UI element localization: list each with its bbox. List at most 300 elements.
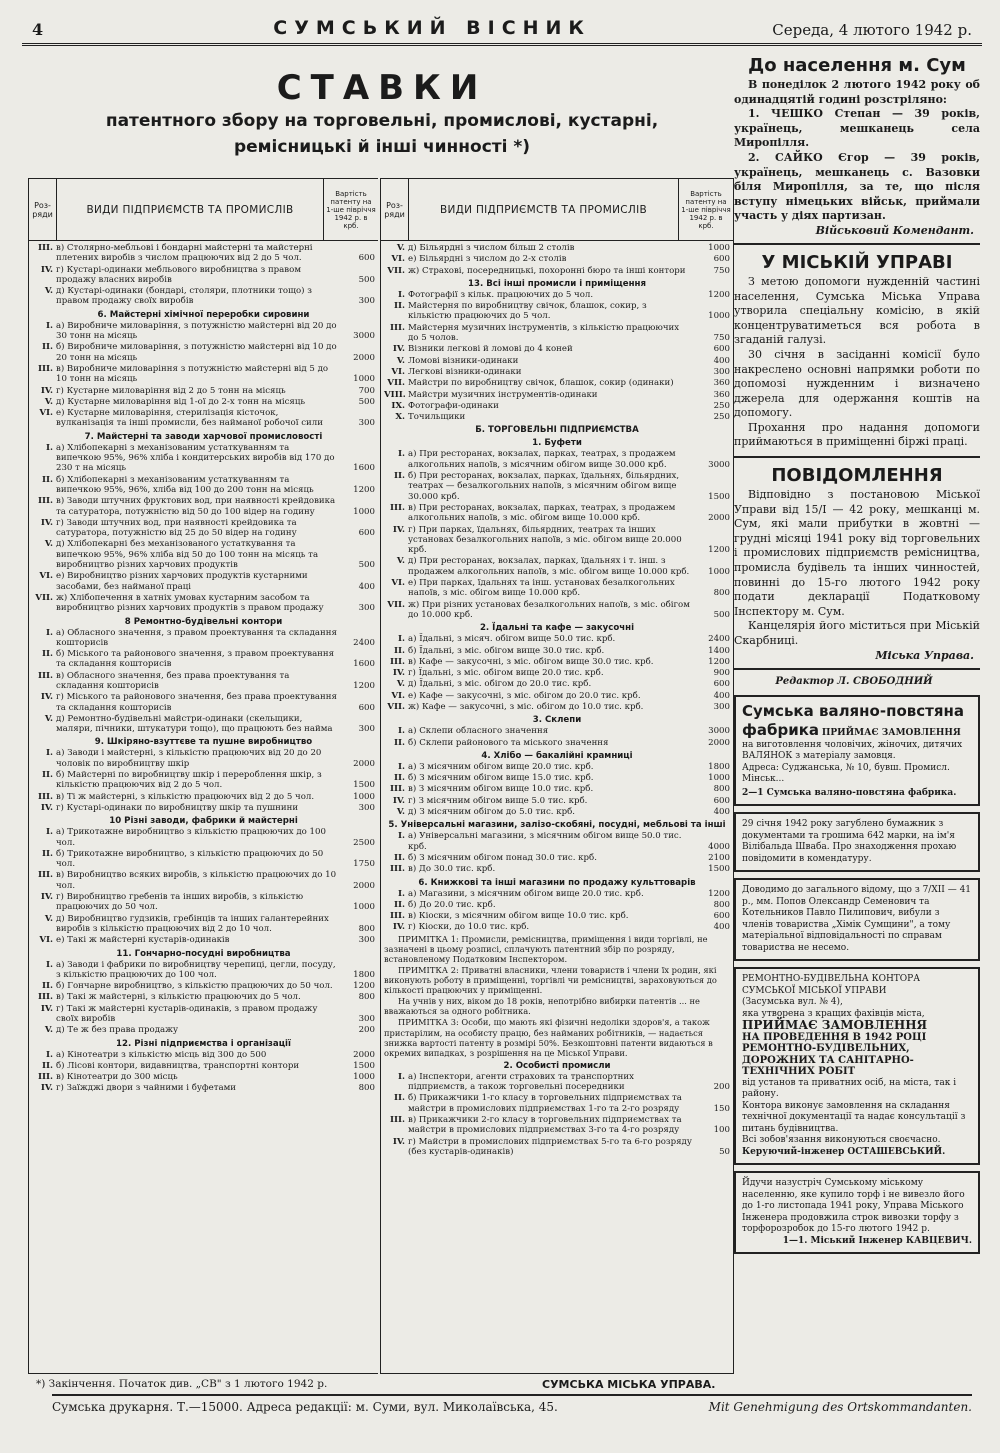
row-price: 300	[713, 701, 730, 712]
row-price: 400	[713, 355, 730, 366]
row-text: б) Прикажчики 1-го класу в торговельних підприємствах та майстри в промислових підприємствах 1-го та 2-го розряду	[408, 1093, 682, 1114]
advertisement-company-notice: Доводимо до загального відому, що з 7/XII — 41 р., мм. Попов Олександр Семенович та Котельников Павло Пилипович, вибули з членів товариства „Хімік Сумщини", а тому матеріальної відповідальності по справам товариства не несемо.	[734, 878, 980, 961]
table-row	[32, 770, 375, 791]
table-row	[384, 1115, 730, 1136]
section-heading: 6. Майстерні хімічної переробки сировини	[97, 309, 310, 320]
row-rank: V.	[396, 243, 405, 253]
section-heading: 3. Склепи	[532, 715, 582, 726]
row-rank: II.	[41, 848, 53, 859]
row-text: б) При ресторанах, вокзалах, парках, їдальнях, більярдних, театрах — безалкогольних напоїв, з місячним обігом вище 30.000 крб.	[408, 471, 680, 502]
row-price: 900	[713, 668, 730, 679]
row-price: 300	[358, 1014, 375, 1024]
table-row	[32, 827, 375, 848]
row-rank: I.	[397, 289, 405, 300]
newspaper-page	[22, 14, 982, 1439]
row-price: 400	[358, 581, 375, 592]
row-rank: VII.	[35, 592, 53, 603]
table-note: ПРИМІТКА 1: Промисли, ремісництва, приміщення і види торгівлі, не зазначені в цьому розписі, сплачують патентний збір по розряду, встановленому Податковим Інспектором.	[384, 933, 708, 964]
row-price: 1800	[708, 761, 730, 772]
table-row	[32, 892, 375, 913]
table-row	[384, 762, 730, 772]
notice-title: ПОВІДОМЛЕННЯ	[771, 465, 943, 487]
notice-title: У МІСЬКІЙ УПРАВІ	[761, 251, 953, 273]
row-rank: I.	[45, 320, 53, 331]
row-rank: IV.	[392, 922, 405, 933]
row-rank: II.	[393, 737, 405, 748]
table-row	[384, 646, 730, 656]
row-text: в) До 30.0 тис. крб.	[408, 864, 496, 875]
row-price: 1000	[353, 1072, 375, 1083]
ad-text: Йдучи назустріч Сумському міському населенню, яке купило торф і не вивезло його до 1-го листопада 1941 року, Управа Міського Інженера продовжила строк вивозки торфу з торфорозробок до 15-го лютого 1942 р.	[742, 1178, 965, 1235]
table-row	[384, 784, 730, 794]
row-text: д) З місячним обігом до 5.0 тис. крб.	[408, 807, 576, 818]
row-rank: I.	[397, 449, 405, 460]
table-row	[384, 471, 730, 502]
table-row	[384, 1137, 730, 1158]
row-rank: IV.	[392, 1136, 405, 1147]
row-text: г) Такі ж майстерні кустарів-одинаків, з правом продажу своїх виробів	[56, 1003, 318, 1024]
ad-head: РЕМОНТНО-БУДІВЕЛЬНА КОНТОРА	[742, 974, 921, 985]
row-rank: IV.	[392, 668, 405, 679]
row-rank: III.	[389, 784, 405, 795]
section-heading: 7. Майстерні та заводи харчової промисловості	[84, 431, 323, 442]
row-rank: I.	[45, 1049, 53, 1060]
row-price: 1000	[708, 566, 730, 577]
row-price: 300	[358, 418, 375, 429]
row-rank: V.	[396, 807, 405, 818]
section-heading: 9. Шкіряно-взуттєве та пушне виробництво	[94, 737, 313, 748]
row-price: 3000	[353, 331, 375, 342]
row-rank: II.	[393, 645, 405, 656]
row-rank: III.	[37, 363, 53, 374]
row-text: е) Кустарне миловаріння, стерилізація кісточок, вулканізація та інші промисли, без найманої робочої сили	[56, 408, 323, 429]
row-price: 300	[358, 603, 375, 614]
table-row	[384, 243, 730, 253]
table-row	[384, 668, 730, 678]
row-price: 2000	[353, 880, 375, 891]
table-row	[384, 889, 730, 899]
row-rank: III.	[389, 322, 405, 333]
row-rank: III.	[37, 791, 53, 802]
table-row	[32, 265, 375, 286]
table-row	[32, 1025, 375, 1035]
row-price: 300	[358, 296, 375, 307]
row-rank: IV.	[392, 524, 405, 535]
row-price: 800	[358, 992, 375, 1003]
row-rank: III.	[37, 496, 53, 507]
row-price: 1500	[353, 1060, 375, 1071]
header-rank: Роз-ряди	[29, 179, 57, 240]
table-note: ПРИМІТКА 2: Приватні власники, члени товариств і члени їх родин, які виконують роботу в приміщенні, торгівлі чи ремісництві, зараховуються до кількості працюючих у приміщенні.	[384, 965, 717, 996]
headline-subtitle-2: ремісницькі й інші чинності *)	[233, 137, 531, 157]
row-price: 400	[713, 922, 730, 933]
row-rank: I.	[397, 1071, 405, 1082]
row-price: 250	[713, 412, 730, 423]
section-heading: 8 Ремонтно-будівельні контори	[124, 616, 283, 627]
row-text: е) При парках, їдальнях та інш. установах безалкогольних напоїв, з міс. обігом вище 10.000 крб.	[408, 578, 675, 599]
row-text: д) Більярдні з числом більш 2 столів	[408, 243, 575, 253]
table-row	[32, 649, 375, 670]
ad-text: Контора виконує замовлення на складання технічної документації та надає консультації з питань будівництва.	[742, 1100, 966, 1134]
row-rank: VI.	[391, 254, 405, 265]
table-row	[384, 344, 730, 354]
notice-paragraph: В понеділок 2 лютого 1942 року об одинадцятій годині розстріляно:	[734, 78, 980, 106]
row-text: а) Хлібопекарні з механізованим устаткуванням та випечкою 95%, 96% хліба і кондитерських виробів від 170 до 230 т на місяць	[56, 442, 335, 474]
row-rank: IV.	[392, 795, 405, 806]
row-rank: II.	[41, 342, 53, 353]
row-rank: V.	[44, 913, 53, 924]
row-price: 500	[713, 609, 730, 620]
row-price: 500	[358, 396, 375, 407]
ad-head: яка утворена з кращих фахівців міста,	[742, 1008, 925, 1019]
row-rank: V.	[396, 355, 405, 366]
row-price: 2500	[353, 837, 375, 848]
row-text: в) З місячним обігом вище 10.0 тис. крб.	[408, 784, 594, 795]
row-price: 1000	[708, 773, 730, 784]
table-row	[32, 1004, 375, 1025]
section-heading: 11. Гончарно-посудні виробництва	[116, 948, 291, 959]
row-rank: II.	[393, 1093, 405, 1104]
row-text: г) Майстри в промислових підприємствах 5-го та 6-го розряду (без кустарів-одинаків)	[408, 1136, 692, 1157]
row-text: г) Їдальні, з міс. обігом вище 20.0 тис. крб.	[408, 668, 604, 679]
row-rank: IV.	[40, 692, 53, 703]
editor-line: Редактор Л. СВОБОДНИЙ	[775, 675, 933, 687]
row-rank: I.	[397, 831, 405, 842]
row-rank: III.	[37, 992, 53, 1003]
table-row	[384, 323, 730, 344]
row-text: в) Прикажчики 2-го класу в торговельних підприємствах та майстри в промислових підприємствах 3-го та 4-го розряду	[408, 1115, 682, 1136]
row-text: а) Заводи і майстерні, з кількістю працюючих від 20 до 20 чоловік по виробництву шкір	[56, 748, 322, 769]
section-heading: 10 Різні заводи, фабрики й майстерні	[109, 816, 298, 827]
row-price: 1600	[353, 463, 375, 474]
table-row	[384, 401, 730, 411]
row-rank: V.	[44, 286, 53, 297]
ad-sign: 1—1. Міський Інженер КАВЦЕВИЧ.	[782, 1235, 972, 1246]
row-price: 300	[713, 366, 730, 377]
table-row	[384, 726, 730, 736]
rates-table-middle	[380, 178, 734, 1374]
row-rank: III.	[37, 1072, 53, 1083]
table-row	[384, 301, 730, 322]
row-text: а) Кінотеатри з кількістю місць від 300 до 500	[56, 1049, 267, 1060]
paper-name: СУМСЬКИЙ ВІСНИК	[273, 17, 591, 39]
row-price: 600	[713, 911, 730, 922]
notice-paragraph: 1. ЧЕШКО Степан — 39 років, українець, мешканець села Миропілля.	[734, 107, 980, 150]
row-rank: VI.	[39, 571, 53, 582]
table-row	[32, 914, 375, 935]
table-row	[384, 900, 730, 910]
row-price: 1750	[353, 859, 375, 870]
table-row	[384, 266, 730, 276]
row-price: 150	[713, 1103, 730, 1114]
table-header	[29, 179, 378, 241]
row-price: 800	[358, 1083, 375, 1094]
notice-signature: Міська Управа.	[875, 648, 974, 662]
page-number: 4	[32, 20, 44, 39]
divider	[734, 243, 980, 245]
table-row	[384, 254, 730, 264]
row-price: 2400	[708, 634, 730, 645]
notice-title: До населення м. Сум	[748, 55, 966, 76]
row-rank: IV.	[40, 264, 53, 275]
issue-date: Середа, 4 лютого 1942 р.	[772, 21, 972, 39]
table-row	[32, 518, 375, 539]
row-price: 800	[713, 899, 730, 910]
table-row	[384, 1093, 730, 1114]
header-kind: ВИДИ ПІДПРИЄМСТВ ТА ПРОМИСЛІВ	[57, 179, 324, 240]
row-rank: I.	[45, 959, 53, 970]
ad-sign: Керуючий-інженер ОСТАШЕВСЬКИЙ.	[742, 1146, 946, 1157]
header-cost: Вартість патенту на 1-ше півріччя 1942 р. в крб.	[681, 189, 731, 230]
table-row	[384, 449, 730, 470]
row-price: 600	[358, 528, 375, 539]
row-text: а) Обласного значення, з правом проектування та складання кошторисів	[56, 627, 337, 648]
row-price: 1000	[353, 374, 375, 385]
table-row	[32, 628, 375, 649]
row-price: 2000	[353, 352, 375, 363]
table-row	[32, 1072, 375, 1082]
row-text: д) Виробництво гудзиків, гребінців та інших галантерейних виробів з кількістю працюючих від 2 до 10 чол.	[56, 913, 329, 934]
right-column	[734, 54, 980, 1260]
row-rank: V.	[44, 1025, 53, 1036]
censor-note: Mit Genehmigung des Ortskommandanten.	[708, 1400, 972, 1414]
row-price: 400	[713, 690, 730, 701]
row-rank: III.	[389, 1115, 405, 1126]
table-body	[381, 241, 733, 1157]
ad-title: фабрика	[742, 720, 820, 739]
row-price: 1000	[708, 243, 730, 253]
row-text: а) Трикотажне виробництво з кількістю працюючих до 100 чол.	[56, 827, 326, 848]
row-price: 750	[713, 265, 730, 276]
row-rank: III.	[37, 243, 53, 253]
rates-table-left	[28, 178, 378, 1374]
notice-paragraph: Прохання про надання допомоги приймаються в приміщенні біржі праці.	[734, 420, 980, 449]
row-text: д) Хлібопекарні без механізованого устаткування та випечкою 95%, 96% хліба від 50 до 100 тонн на місяць та виробництво різних харчових продуктів	[56, 539, 319, 571]
row-rank: IV.	[392, 344, 405, 355]
row-rank: VII.	[387, 599, 405, 610]
table-row	[384, 773, 730, 783]
table-row	[384, 831, 730, 852]
row-price: 4000	[708, 841, 730, 852]
row-text: д) Кустарне миловаріння від 1-ої до 2-х тонн на місяць	[56, 396, 306, 407]
row-text: Майстри по виробництву свічок, блашок, сокир (одинаки)	[408, 378, 674, 389]
row-text: в) Заводи штучних фруктових вод, при наявності крейдовика та сатуратора, потужністю від 50 до 100 відер на годину	[56, 496, 336, 517]
row-price: 1200	[708, 289, 730, 300]
table-row	[384, 1072, 730, 1093]
row-text: в) Кінотеатри до 300 місць	[56, 1072, 178, 1083]
row-text: в) Обласного значення, без права проектування та складання кошторисів	[56, 670, 290, 691]
ad-head: (Засумська вул. № 4),	[742, 997, 843, 1008]
row-rank: II.	[393, 899, 405, 910]
row-rank: VIII.	[384, 389, 406, 400]
row-price: 1500	[708, 864, 730, 875]
row-rank: III.	[389, 502, 405, 513]
table-row	[32, 981, 375, 991]
section-heading: 6. Книжкові та інші магазини по продажу культтоварів	[418, 877, 696, 888]
section-heading: 5. Універсальні магазини, залізо-скобяні, посудні, мебльові та інші	[388, 820, 726, 831]
row-price: 300	[358, 724, 375, 735]
row-price: 2000	[708, 737, 730, 748]
row-price: 600	[713, 679, 730, 690]
row-rank: II.	[393, 773, 405, 784]
row-text: б) Склепи районового та міського значення	[408, 737, 609, 748]
notice-paragraph: Відповідно з постановою Міської Управи від 15/І — 42 року, мешканці м. Сум, які мали прибутки в жовтні — грудні місяці 1941 року від торговельних і промислових підприємств ремісництва, промисла будівель та інших чинностей, повинні до 15-го лютого 1942 року подати декларації Податковому Інспектору м. Сум.	[734, 488, 980, 618]
row-rank: VII.	[387, 378, 405, 389]
row-rank: I.	[45, 442, 53, 453]
row-rank: V.	[396, 556, 405, 567]
row-rank: V.	[44, 396, 53, 407]
row-rank: II.	[393, 301, 405, 312]
row-text: г) При парках, їдальнях, більярдних, театрах та інших установах безалкогольних напоїв, з міс. обігом вище 20.000 крб.	[408, 524, 682, 556]
row-rank: VI.	[39, 408, 53, 419]
row-price: 360	[713, 389, 730, 400]
row-rank: III.	[37, 670, 53, 681]
row-price: 2100	[708, 852, 730, 863]
row-text: г) Кустарі-одинаки по виробництву шкір та пушнини	[56, 802, 299, 813]
table-row	[384, 807, 730, 817]
table-row	[32, 849, 375, 870]
section-heading: 2. Їдальні та кафе — закусочні	[479, 623, 635, 634]
row-price: 50	[719, 1146, 730, 1157]
table-row	[32, 539, 375, 570]
notice-paragraph: 30 січня в засіданні комісії було накреслено основні напрямки роботи по допомозі нужденним і визначено джерела для одержання коштів на допомогу.	[734, 347, 980, 420]
row-price: 2000	[353, 758, 375, 769]
section-heading: 1. Буфети	[532, 438, 582, 449]
divider	[734, 668, 980, 670]
row-price: 1500	[708, 491, 730, 502]
row-rank: III.	[389, 864, 405, 875]
row-rank: II.	[41, 770, 53, 781]
row-text: в) Столярно-мебльові і бондарні майстерні та майстерні плетених виробів з числом працюючих від 2 до 5 чол.	[56, 243, 313, 264]
row-text: б) До 20.0 тис. крб.	[408, 899, 496, 910]
row-text: Ломові візники-одинаки	[408, 355, 519, 366]
row-rank: VII.	[387, 265, 405, 276]
row-price: 800	[713, 784, 730, 795]
row-text: в) При ресторанах, вокзалах, парках, театрах, з продажем алкогольних напоїв, з міс. обігом вище 10.000 крб.	[408, 502, 676, 524]
table-row	[32, 321, 375, 342]
table-row	[32, 692, 375, 713]
table-row	[384, 378, 730, 388]
row-text: в) Кіоски, з місячним обігом вище 10.0 тис. крб.	[408, 911, 629, 922]
row-rank: V.	[44, 713, 53, 724]
imprint-text: Сумська друкарня. Т.—15000. Адреса редакції: м. Суми, вул. Миколаївська, 45.	[52, 1400, 558, 1414]
row-text: Точильщики	[408, 412, 466, 423]
row-price: 200	[358, 1025, 375, 1036]
table-row	[384, 356, 730, 366]
row-text: б) Трикотажне виробництво, з кількістю працюючих до 50 чол.	[56, 848, 324, 870]
row-price: 200	[713, 1082, 730, 1093]
row-text: ж) При різних установах безалкогольних напоїв, з міс. обігом до 10.000 крб.	[408, 599, 690, 620]
section-heading: Б. ТОРГОВЕЛЬНІ ПІДПРИЄМСТВА	[475, 425, 639, 436]
row-text: а) Інспектори, агенти страхових та транспортних підприємств, а також торговельні посередники	[408, 1071, 634, 1093]
row-rank: VI.	[39, 935, 53, 946]
advertisement-lost-wallet: 29 січня 1942 року загублено бумажник з документами та грошима 642 марки, на ім'я Вілібальда Шваба. Про знаходження прохаю повідомити в комендатуру.	[734, 812, 980, 872]
table-row	[384, 702, 730, 712]
imprint-footer	[52, 1394, 972, 1414]
row-price: 2000	[353, 1049, 375, 1060]
row-text: б) Їдальні, з міс. обігом вище 30.0 тис. крб.	[408, 645, 605, 656]
row-text: г) Кіоски, до 10.0 тис. крб.	[408, 922, 530, 933]
row-text: а) З місячним обігом вище 20.0 тис. крб.	[408, 761, 594, 772]
table-row	[32, 803, 375, 813]
row-price: 600	[713, 795, 730, 806]
table-row	[384, 864, 730, 874]
row-rank: III.	[389, 911, 405, 922]
row-text: г) Заїжджі двори з чайними і буфетами	[56, 1083, 237, 1094]
table-row	[384, 796, 730, 806]
table-row	[32, 386, 375, 396]
table-row	[32, 397, 375, 407]
headline-subtitle-1: патентного збору на торговельні, промислові, кустарні,	[105, 111, 659, 131]
ad-text: на виготовлення чоловічих, жіночих, дитячих ВАЛЯНОК з матеріалу замовця.	[742, 739, 963, 762]
row-text: б) З місячним обігом вище 15.0 тис. крб.	[408, 773, 594, 784]
row-price: 3000	[708, 726, 730, 737]
table-row	[32, 1050, 375, 1060]
row-price: 600	[358, 702, 375, 713]
row-price: 300	[358, 935, 375, 946]
table-row	[32, 992, 375, 1002]
table-row	[384, 853, 730, 863]
article-headline	[42, 68, 722, 160]
ad-lead: ПРИЙМАЄ ЗАМОВЛЕННЯ	[742, 1018, 928, 1033]
row-rank: I.	[397, 726, 405, 737]
ad-footer: 2—1 Сумська валяно-повстяна фабрика.	[742, 787, 957, 798]
advertisement-construction-office	[734, 967, 980, 1165]
row-rank: I.	[397, 634, 405, 645]
row-text: Візники легкові й ломові до 4 коней	[408, 344, 573, 355]
table-row	[32, 364, 375, 385]
row-text: е) Кафе — закусочні, з міс. обігом до 20.0 тис. крб.	[408, 690, 641, 701]
row-rank: III.	[389, 656, 405, 667]
row-rank: II.	[41, 474, 53, 485]
continuation-footnote: *) Закінчення. Початок див. „СВ" з 1 лютого 1942 р.	[36, 1378, 328, 1390]
row-price: 1800	[353, 969, 375, 980]
row-text: в) Такі ж майстерні, з кількістю працюючих до 5 чол.	[56, 992, 301, 1003]
table-row	[384, 503, 730, 524]
table-row	[32, 286, 375, 307]
table-row	[32, 408, 375, 429]
table-row	[384, 578, 730, 599]
table-row	[32, 870, 375, 891]
row-price: 360	[713, 378, 730, 389]
row-rank: I.	[45, 627, 53, 638]
row-text: б) З місячним обігом понад 30.0 тис. крб.	[408, 852, 597, 863]
row-price: 1200	[353, 680, 375, 691]
row-price: 1200	[708, 888, 730, 899]
row-rank: V.	[396, 679, 405, 690]
row-text: г) Виробництво гребенів та інших виробів, з кількістю працюючих до 50 чол.	[56, 892, 304, 913]
table-row	[32, 792, 375, 802]
row-text: а) При ресторанах, вокзалах, парках, театрах, з продажем алкогольних напоїв, з місячним обігом вище 30.000 крб.	[408, 449, 676, 470]
table-note: На учнів у них, віком до 18 років, непотрібно вибирки патентів ... не вважаються за одного робітника.	[384, 996, 700, 1017]
table-row	[32, 714, 375, 735]
row-text: в) Кафе — закусочні, з міс. обігом вище 30.0 тис. крб.	[408, 656, 654, 667]
row-text: а) Магазини, з місячним обігом вище 20.0 тис. крб.	[408, 888, 644, 899]
row-price: 1000	[708, 311, 730, 322]
row-text: б) Виробниче миловаріння, з потужністю майстерні від 10 до 20 тонн на місяць	[56, 342, 337, 363]
section-heading: 13. Всі інші промисли і приміщення	[468, 278, 646, 289]
table-row	[32, 475, 375, 496]
row-text: д) Їдальні, з міс. обігом до 20.0 тис. крб.	[408, 679, 592, 690]
row-text: е) Виробництво різних харчових продуктів кустарними засобами, без найманої праці	[56, 571, 308, 592]
row-rank: IV.	[40, 1083, 53, 1094]
row-text: д) Ремонтно-будівельні майстри-одинаки (скельщики, маляри, пічники, штукатури тощо), що працюють без найма	[56, 713, 333, 735]
row-price: 1000	[353, 791, 375, 802]
row-price: 1000	[353, 506, 375, 517]
row-price: 1500	[353, 780, 375, 791]
row-rank: IV.	[40, 892, 53, 903]
row-text: е) Такі ж майстерні кустарів-одинаків	[56, 935, 230, 946]
